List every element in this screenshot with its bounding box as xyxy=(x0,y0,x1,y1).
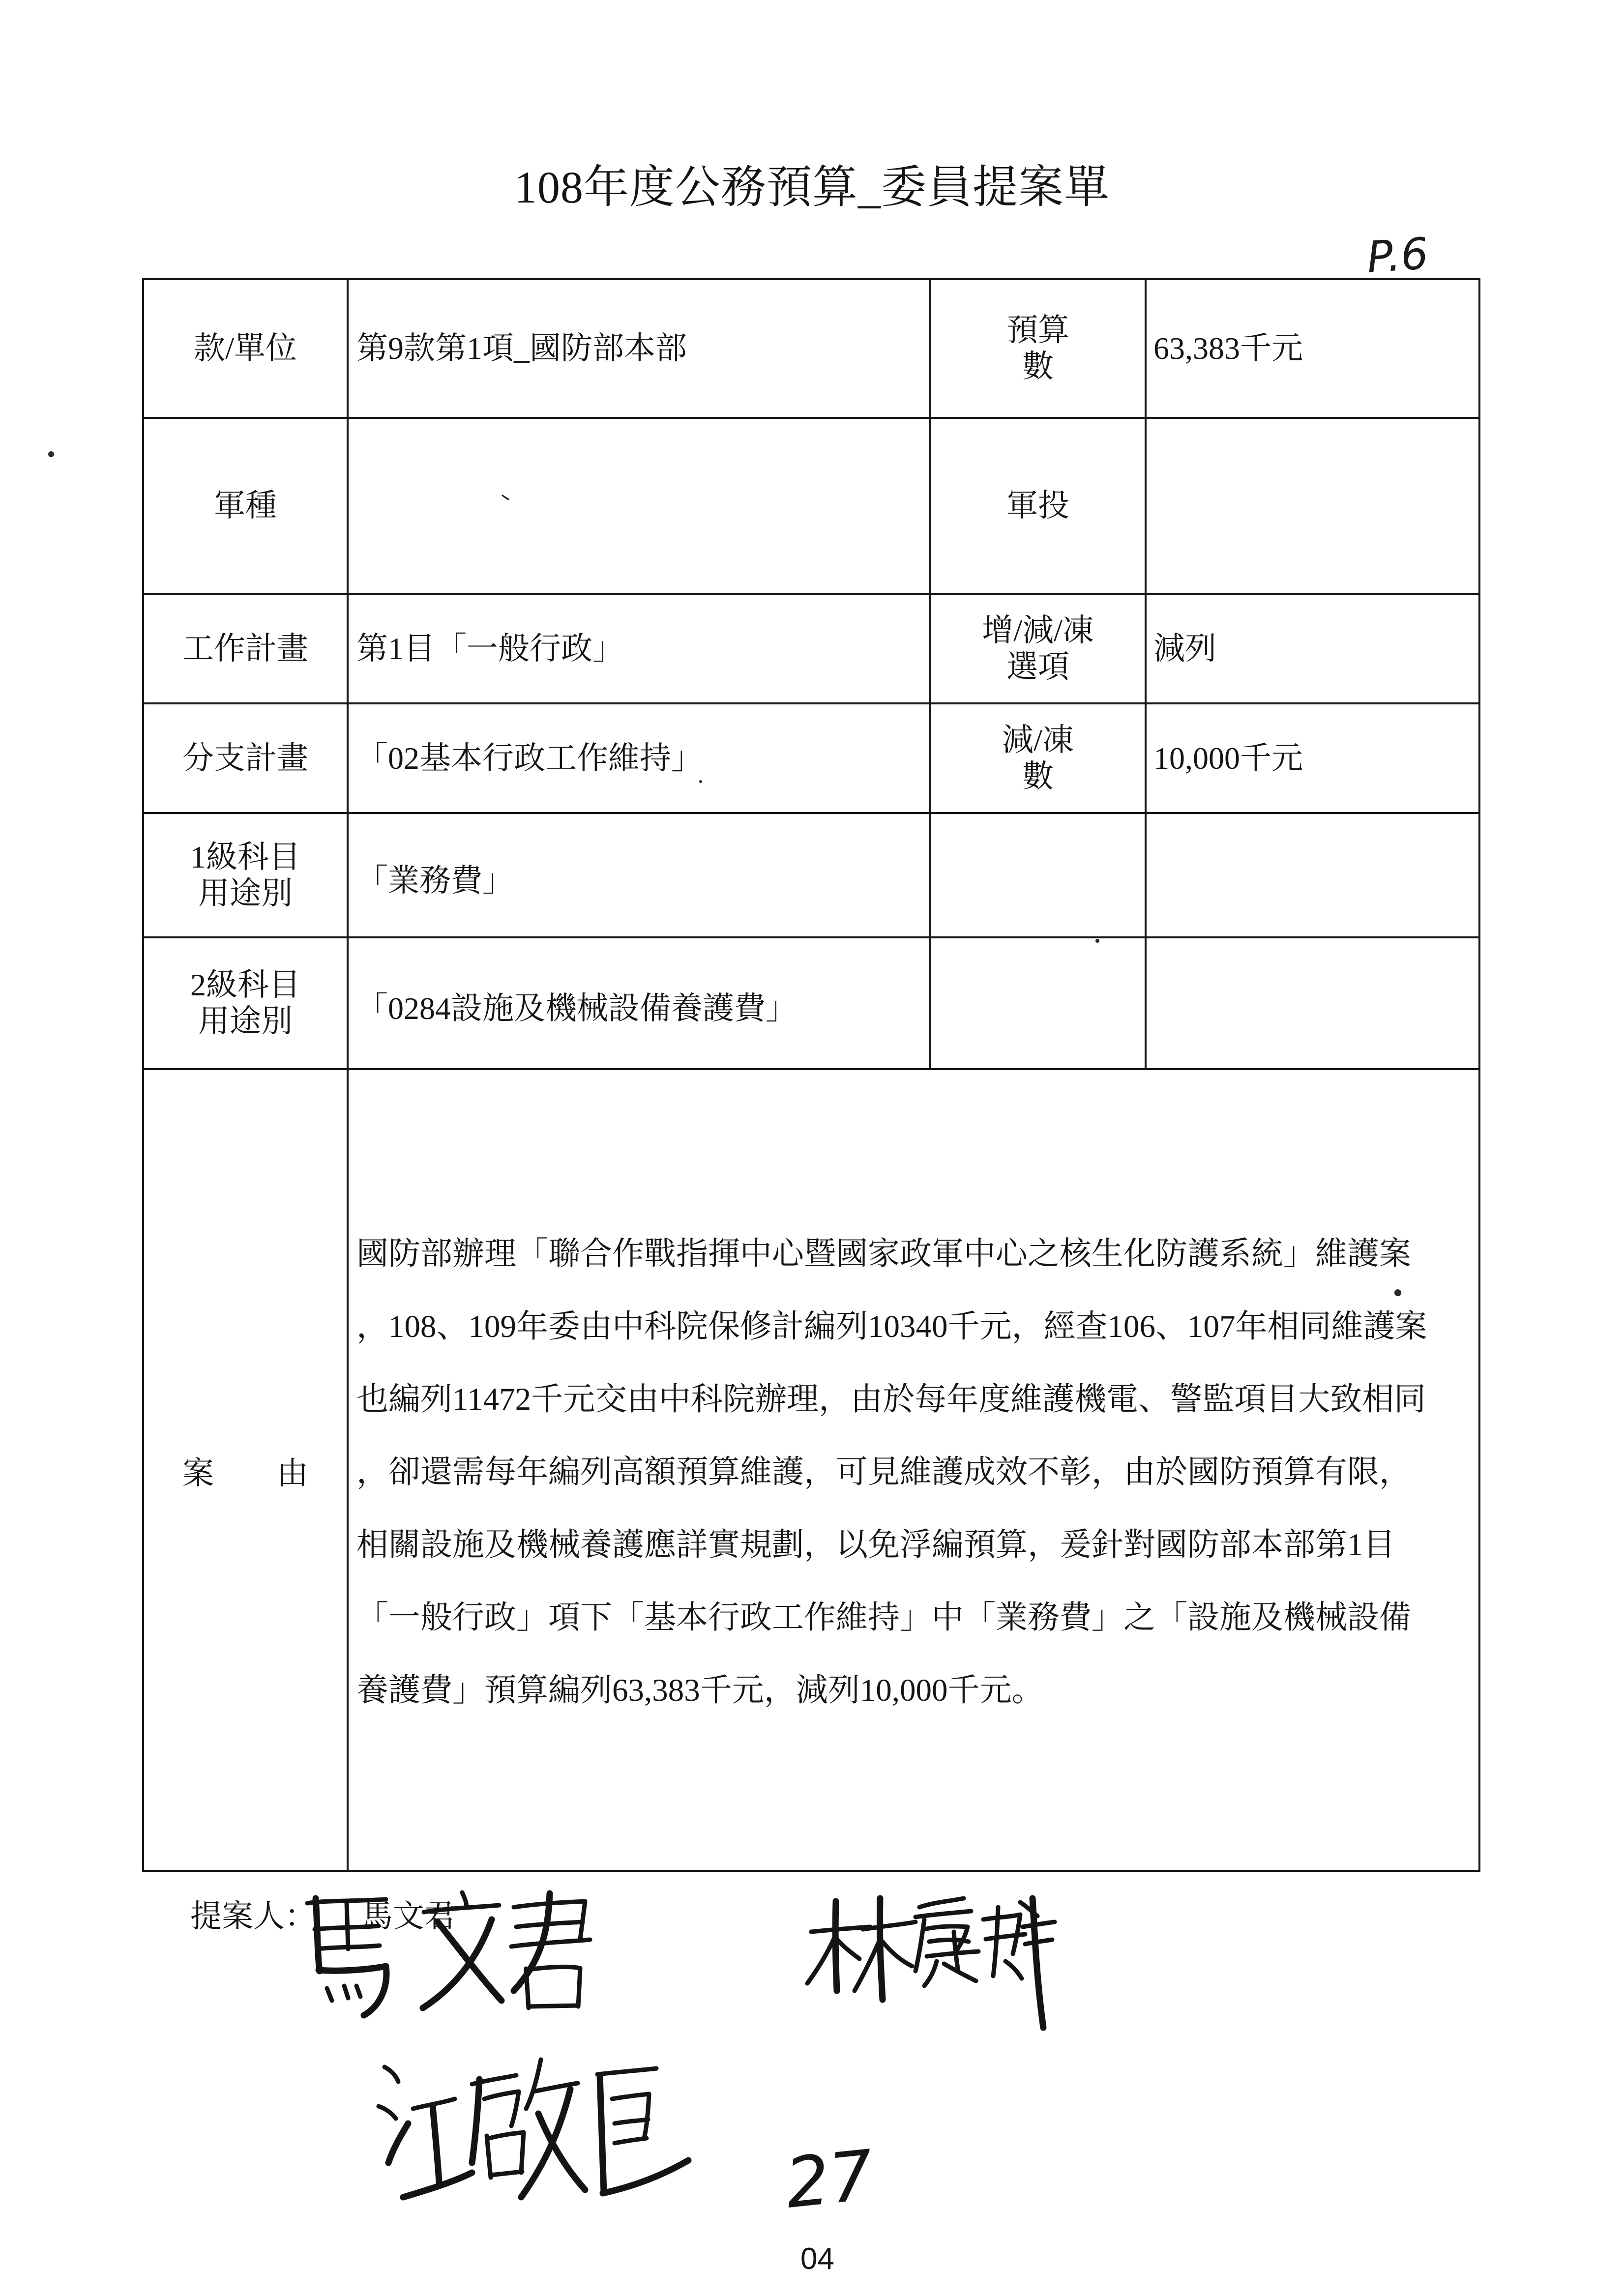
signature-stroke xyxy=(403,2173,472,2197)
row-reason xyxy=(143,1069,1479,1871)
proposer-name: 馬文君 xyxy=(361,1899,456,1934)
signature-stroke xyxy=(915,1919,924,1971)
signature-stroke xyxy=(347,1902,348,1949)
level1-category-label: 1級科目 用途別 xyxy=(143,813,348,937)
signature-stroke xyxy=(811,1927,870,1932)
signature-stroke xyxy=(927,1951,978,1956)
signature-stroke xyxy=(319,1966,386,2015)
row-level1-category xyxy=(143,813,1479,937)
signature-stroke xyxy=(316,1898,320,1971)
proposer-label: 提案人： xyxy=(190,1899,316,1934)
row-service-branch xyxy=(143,418,1479,594)
reason-line: 「一般行政」項下「基本行政工作維持」中「業務費」之「設施及機械設備 xyxy=(356,1599,1412,1635)
signature-stroke xyxy=(526,1967,580,2008)
row-work-plan xyxy=(143,594,1479,703)
signature-stroke xyxy=(863,1922,915,1929)
proposal-form-table xyxy=(142,278,1480,1872)
signature-stroke xyxy=(384,2067,398,2082)
signature-stroke xyxy=(516,1922,583,1927)
signature-stroke xyxy=(533,2083,578,2092)
reason-line: 也編列11472千元交由中科院辦理，由於每年度維護機電、警監項目大致相同 xyxy=(356,1381,1426,1417)
service-branch-label: 軍種 xyxy=(143,418,348,594)
signature-stroke xyxy=(1020,1902,1037,1916)
signature-stroke xyxy=(954,1932,958,1969)
reason-line: 國防部辦理「聯合作戰指揮中心暨國家政軍中心之核生化防護系統」維護案 xyxy=(356,1236,1412,1272)
signature-stroke xyxy=(511,1940,590,1947)
handwritten-number: 27 xyxy=(781,2135,878,2224)
signature-stroke xyxy=(615,2138,647,2143)
signature-stroke xyxy=(327,1986,360,2001)
unit-value: 第9款第1項_國防部本部 xyxy=(348,279,930,418)
signature-stroke xyxy=(600,2075,604,2192)
signature-stroke xyxy=(612,2094,649,2138)
signature-stroke xyxy=(388,2123,408,2163)
signature-stroke xyxy=(993,1907,998,1976)
level1-empty-cell xyxy=(930,813,1146,937)
signature-2 xyxy=(807,1898,1055,2028)
signature-stroke xyxy=(462,1892,466,1907)
signature-stroke xyxy=(521,2089,570,2197)
signature-stroke xyxy=(597,2068,656,2074)
signature-stroke xyxy=(924,1926,968,1951)
signature-stroke xyxy=(1005,1961,1022,1978)
reason-label: 案 由 xyxy=(143,1069,348,1871)
signature-stroke xyxy=(1025,1940,1052,1944)
scan-speck xyxy=(48,451,54,457)
work-plan-label: 工作計畫 xyxy=(143,594,348,703)
signature-stroke xyxy=(1023,1922,1055,1927)
signature-stroke xyxy=(924,1961,976,1986)
signature-stroke xyxy=(880,1898,883,2000)
signature-stroke xyxy=(514,1901,585,1939)
signature-stroke xyxy=(1033,1898,1043,2028)
adjust-option-value: 減列 xyxy=(1146,594,1479,703)
signature-3 xyxy=(379,2060,688,2197)
level2-category-value: 「0284設施及機械設備養護費」 xyxy=(348,937,930,1069)
handwritten-page-mark: P.6 xyxy=(1365,228,1430,283)
signature-stroke xyxy=(615,2120,648,2123)
row-sub-plan xyxy=(143,703,1479,813)
signature-stroke xyxy=(983,1915,1020,1954)
signature-stroke xyxy=(514,1893,550,1991)
signature-stroke xyxy=(837,1939,859,1959)
level2-empty-cell xyxy=(930,937,1146,1069)
work-plan-value: 第1目「一般行政」 xyxy=(348,594,930,703)
signature-stroke xyxy=(379,2106,396,2119)
level1-category-value: 「業務費」 xyxy=(348,813,930,937)
signature-stroke xyxy=(487,2132,524,2178)
reduction-amount-value: 10,000千元 xyxy=(1146,703,1479,813)
signature-stroke xyxy=(919,1898,964,1907)
reason-line: 養護費」預算編列63,383千元，減列10,000千元。 xyxy=(356,1672,1044,1708)
level1-empty-value-cell xyxy=(1146,813,1479,937)
reason-line: ，108、109年委由中科院保修計編列10340千元，經查106、107年相同維護案 xyxy=(356,1308,1427,1344)
reason-text xyxy=(348,1069,1479,1871)
level2-category-label: 2級科目 用途別 xyxy=(143,937,348,1069)
signature-stroke xyxy=(883,1942,912,1966)
signature-stroke xyxy=(929,1940,969,1942)
signature-stroke xyxy=(484,2092,519,2126)
sub-plan-label: 分支計畫 xyxy=(143,703,348,813)
signature-stroke xyxy=(915,1911,971,1917)
unit-label: 款/單位 xyxy=(143,279,348,418)
signature-stroke xyxy=(538,2114,585,2190)
signature-stroke xyxy=(472,2079,479,2163)
military-investment-value xyxy=(1146,418,1479,594)
sub-plan-value: 「02基本行政工作維持」 xyxy=(348,703,930,813)
service-branch-value xyxy=(348,418,930,594)
document-title: 108年度公務預算_委員提案單 xyxy=(514,162,1110,212)
row-level2-category xyxy=(143,937,1479,1069)
budget-amount-label: 預算 數 xyxy=(930,279,1146,418)
signature-stroke xyxy=(855,1939,880,1991)
signature-stroke xyxy=(317,1946,380,1949)
signature-stroke xyxy=(526,2060,541,2109)
signature-stroke xyxy=(472,2075,516,2084)
signature-stroke xyxy=(433,2106,439,2182)
signature-stroke xyxy=(603,2160,688,2193)
signature-stroke xyxy=(413,2099,455,2109)
page-number: 04 xyxy=(800,2242,834,2276)
military-investment-label: 軍投 xyxy=(930,418,1146,594)
row-unit xyxy=(143,279,1479,418)
reduction-amount-label: 減/凍 數 xyxy=(930,703,1146,813)
budget-amount-value: 63,383千元 xyxy=(1146,279,1479,418)
reason-line: ，卻還需每年編列高額預算維護，可見維護成效不彰，由於國防預算有限， xyxy=(356,1454,1412,1490)
signature-stroke xyxy=(807,1937,835,1983)
reason-line: 相關設施及機械養護應詳實規劃，以免浮編預算，爰針對國防部本部第1目 xyxy=(356,1527,1395,1563)
signature-stroke xyxy=(835,1901,837,1991)
level2-empty-value-cell xyxy=(1146,937,1479,1069)
adjust-option-label: 增/減/凍 選項 xyxy=(930,594,1146,703)
signature-stroke xyxy=(986,1934,1025,1939)
